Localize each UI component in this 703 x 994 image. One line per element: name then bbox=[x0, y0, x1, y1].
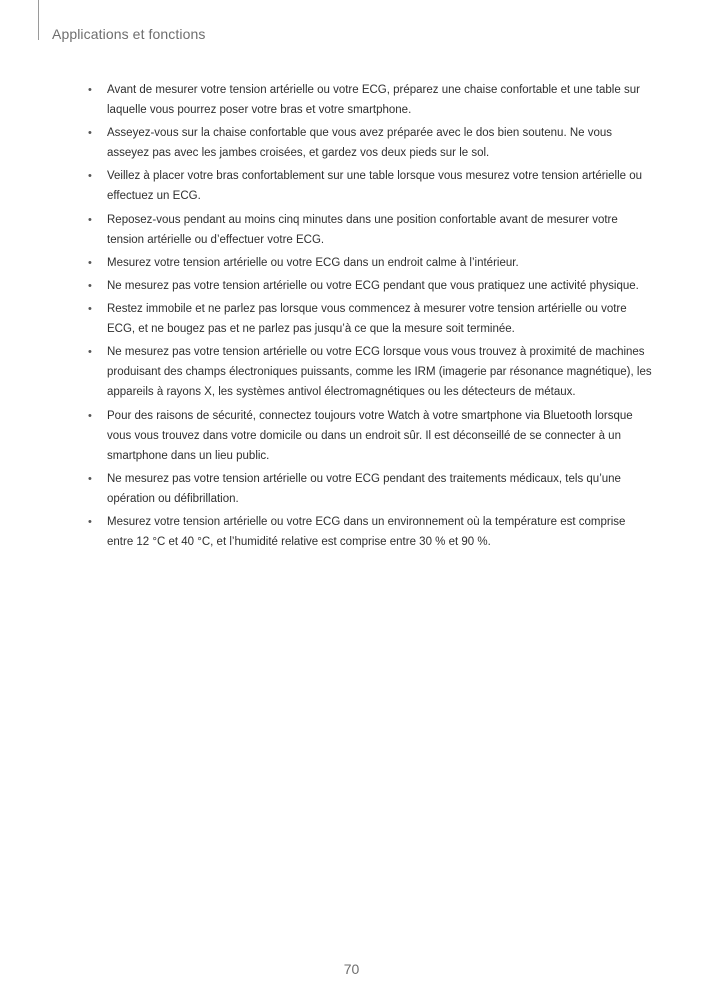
list-item bbox=[86, 512, 652, 552]
page-header-title: Applications et fonctions bbox=[52, 26, 206, 42]
bullet-icon: • bbox=[88, 346, 92, 359]
list-item bbox=[86, 253, 652, 273]
bullet-icon: • bbox=[88, 409, 92, 422]
list-item-text: Ne mesurez pas votre tension artérielle ou votre ECG lorsque vous vous trouvez à proximité de machines produisant des champs électroniques puissants, comme les IRM (imagerie par résonance magnétique), les appareils à rayons X, les systèmes antivol électromagnétiques ou les détecteurs de métaux. bbox=[107, 346, 652, 399]
list-item bbox=[86, 276, 652, 296]
list-item-text: Reposez-vous pendant au moins cinq minutes dans une position confortable avant de mesurer votre tension artérielle ou d’effectuer votre ECG. bbox=[107, 213, 618, 246]
list-item bbox=[86, 299, 652, 339]
list-item bbox=[86, 342, 652, 402]
bullet-icon: • bbox=[88, 279, 92, 292]
header-divider bbox=[38, 0, 39, 40]
bullet-icon: • bbox=[88, 472, 92, 485]
list-item-text: Restez immobile et ne parlez pas lorsque vous commencez à mesurer votre tension artérielle ou votre ECG, et ne bougez pas et ne parlez pas jusqu’à ce que la mesure soit terminée. bbox=[107, 303, 627, 336]
list-item-text: Mesurez votre tension artérielle ou votre ECG dans un environnement où la température est comprise entre 12 °C et 40 °C, et l’humidité relative est comprise entre 30 % et 90 %. bbox=[107, 515, 626, 548]
list-item bbox=[86, 123, 652, 163]
list-item-text: Avant de mesurer votre tension artérielle ou votre ECG, préparez une chaise confortable et une table sur laquelle vous pourrez poser votre bras et votre smartphone. bbox=[107, 84, 640, 116]
page-number: 70 bbox=[343, 961, 360, 977]
list-item-text: Mesurez votre tension artérielle ou votre ECG dans un endroit calme à l’intérieur. bbox=[107, 256, 519, 269]
bullet-icon: • bbox=[88, 84, 92, 96]
instructions-list bbox=[86, 80, 652, 555]
list-item bbox=[86, 406, 652, 466]
list-item bbox=[86, 469, 652, 509]
list-item-text: Ne mesurez pas votre tension artérielle ou votre ECG pendant des traitements médicaux, tels qu’une opération ou défibrillation. bbox=[107, 472, 621, 505]
bullet-icon: • bbox=[88, 127, 92, 140]
list-item-text: Asseyez-vous sur la chaise confortable que vous avez préparée avec le dos bien soutenu. Ne vous asseyez pas avec les jambes croisées, et gardez vos deux pieds sur le sol. bbox=[107, 127, 613, 160]
list-item-text: Veillez à placer votre bras confortablement sur une table lorsque vous mesurez votre tension artérielle ou effectuez un ECG. bbox=[107, 170, 643, 203]
bullet-icon: • bbox=[88, 256, 92, 269]
list-item bbox=[86, 166, 652, 206]
list-item-text: Ne mesurez pas votre tension artérielle ou votre ECG pendant que vous pratiquez une activité physique. bbox=[107, 279, 639, 292]
bullet-icon: • bbox=[88, 303, 92, 316]
list-item-text: Pour des raisons de sécurité, connectez toujours votre Watch à votre smartphone via Bluetooth lorsque vous vous trouvez dans votre domicile ou dans un endroit sûr. Il est déconseillé de se connecter à un smartphone dans un lieu public. bbox=[107, 409, 633, 462]
bullet-icon: • bbox=[88, 515, 92, 528]
list-item bbox=[86, 80, 652, 120]
list-item bbox=[86, 210, 652, 250]
bullet-icon: • bbox=[88, 213, 92, 226]
bullet-icon: • bbox=[88, 170, 92, 183]
